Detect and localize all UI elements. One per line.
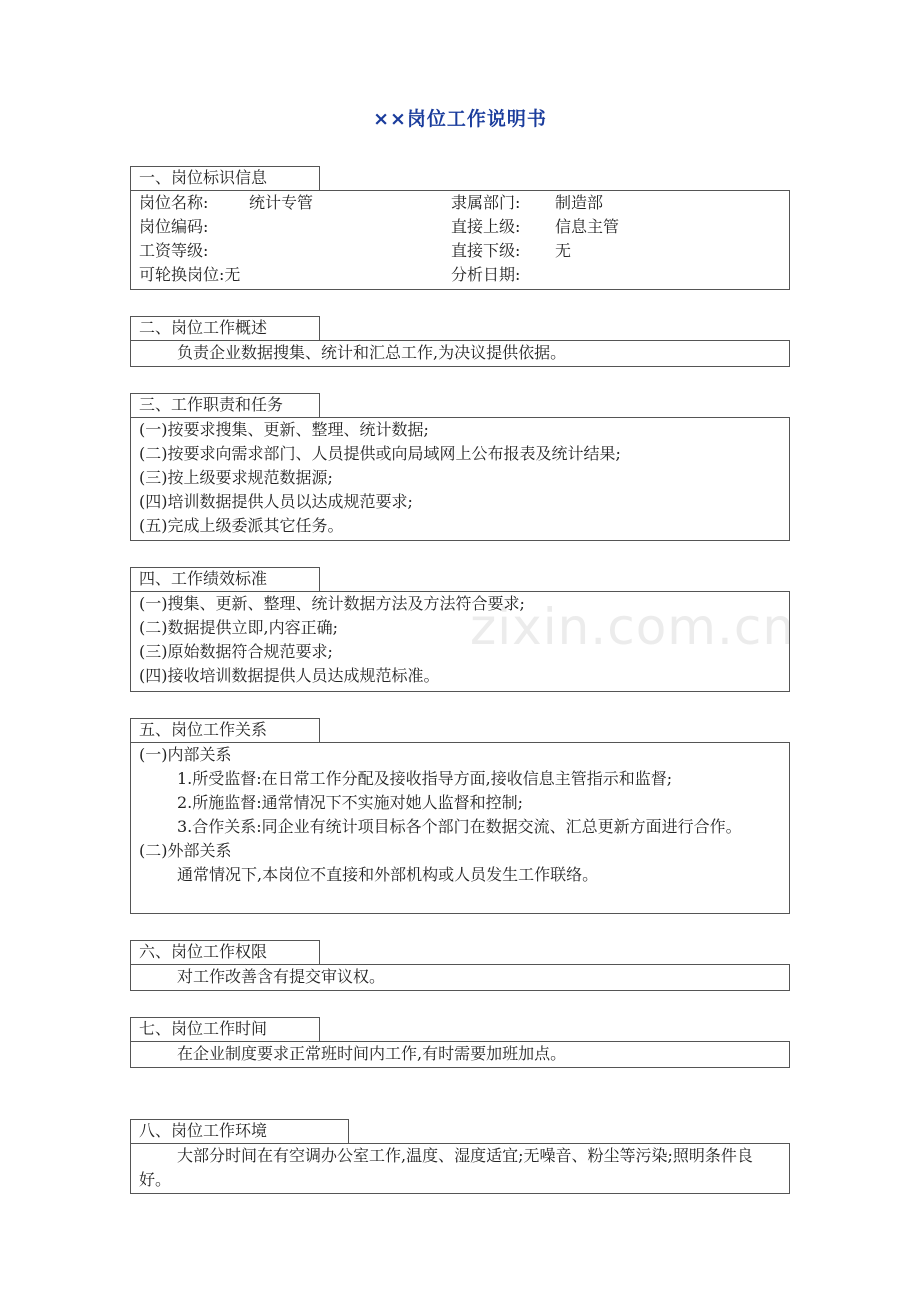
field-label: 岗位名称:: [139, 193, 209, 212]
field-label: 可轮换岗位:无: [139, 265, 241, 284]
list-item: (四)接收培训数据提供人员达成规范标准。: [139, 666, 440, 685]
section-label-environment: 八、岗位工作环境: [130, 1119, 349, 1143]
section-label-overview: 二、岗位工作概述: [130, 316, 320, 340]
section-label-performance: 四、工作绩效标准: [130, 567, 320, 591]
info-row: [139, 239, 789, 263]
list-item: (三)按上级要求规范数据源;: [139, 468, 333, 487]
section-label-authority: 六、岗位工作权限: [130, 940, 320, 964]
field-label: 工资等级:: [139, 241, 209, 260]
section-box-work-time: [130, 1041, 790, 1068]
field-label: 岗位编码:: [139, 217, 209, 236]
overview-text: 负责企业数据搜集、统计和汇总工作,为决议提供依据。: [177, 343, 567, 362]
list-item: (二)数据提供立即,内容正确;: [139, 618, 338, 637]
list-item: (五)完成上级委派其它任务。: [139, 516, 344, 535]
section-label-relations: 五、岗位工作关系: [130, 718, 320, 742]
section-box-identification: [130, 190, 790, 290]
list-item: (二)外部关系: [139, 841, 232, 860]
section-box-environment: [130, 1143, 790, 1194]
list-item: (四)培训数据提供人员以达成规范要求;: [139, 492, 413, 511]
list-item: (一)内部关系: [139, 745, 232, 764]
field-label: 分析日期:: [451, 265, 521, 284]
field-value: 制造部: [555, 193, 604, 212]
info-row: [139, 263, 789, 287]
list-item: 通常情况下,本岗位不直接和外部机构或人员发生工作联络。: [177, 865, 599, 884]
list-item: (二)按要求向需求部门、人员提供或向局域网上公布报表及统计结果;: [139, 444, 621, 463]
section-box-performance: [130, 591, 790, 692]
list-item: 3.合作关系:同企业有统计项目标各个部门在数据交流、汇总更新方面进行合作。: [177, 817, 742, 836]
info-row: [139, 215, 789, 239]
field-value: 统计专管: [249, 193, 314, 212]
field-label: 直接下级:: [451, 241, 521, 260]
section-label-work-time: 七、岗位工作时间: [130, 1017, 320, 1041]
section-label-duties: 三、工作职责和任务: [130, 393, 320, 417]
section-box-relations: [130, 742, 790, 914]
section-label-identification: 一、岗位标识信息: [130, 166, 320, 190]
list-item: (一)搜集、更新、整理、统计数据方法及方法符合要求;: [139, 594, 525, 613]
work-time-text: 在企业制度要求正常班时间内工作,有时需要加班加点。: [177, 1044, 567, 1063]
field-label: 隶属部门:: [451, 193, 521, 212]
watermark: zixin.com.cn: [470, 598, 796, 656]
info-row: [139, 191, 789, 215]
section-box-authority: [130, 964, 790, 991]
field-label: 直接上级:: [451, 217, 521, 236]
list-item: 2.所施监督:通常情况下不实施对她人监督和控制;: [177, 793, 524, 812]
section-box-duties: [130, 417, 790, 541]
list-item: (三)原始数据符合规范要求;: [139, 642, 333, 661]
field-value: 信息主管: [555, 217, 620, 236]
list-item: 1.所受监督:在日常工作分配及接收指导方面,接收信息主管指示和监督;: [177, 769, 673, 788]
page-title: ××岗位工作说明书: [373, 108, 547, 130]
authority-text: 对工作改善含有提交审议权。: [177, 967, 386, 986]
field-value: 无: [555, 241, 572, 260]
section-box-overview: [130, 340, 790, 367]
field-value: [249, 215, 451, 239]
list-item: (一)按要求搜集、更新、整理、统计数据;: [139, 420, 429, 439]
field-value: [249, 239, 451, 263]
environment-text: 大部分时间在有空调办公室工作,温度、湿度适宜;无噪音、粉尘等污染;照明条件良好。: [139, 1146, 753, 1189]
